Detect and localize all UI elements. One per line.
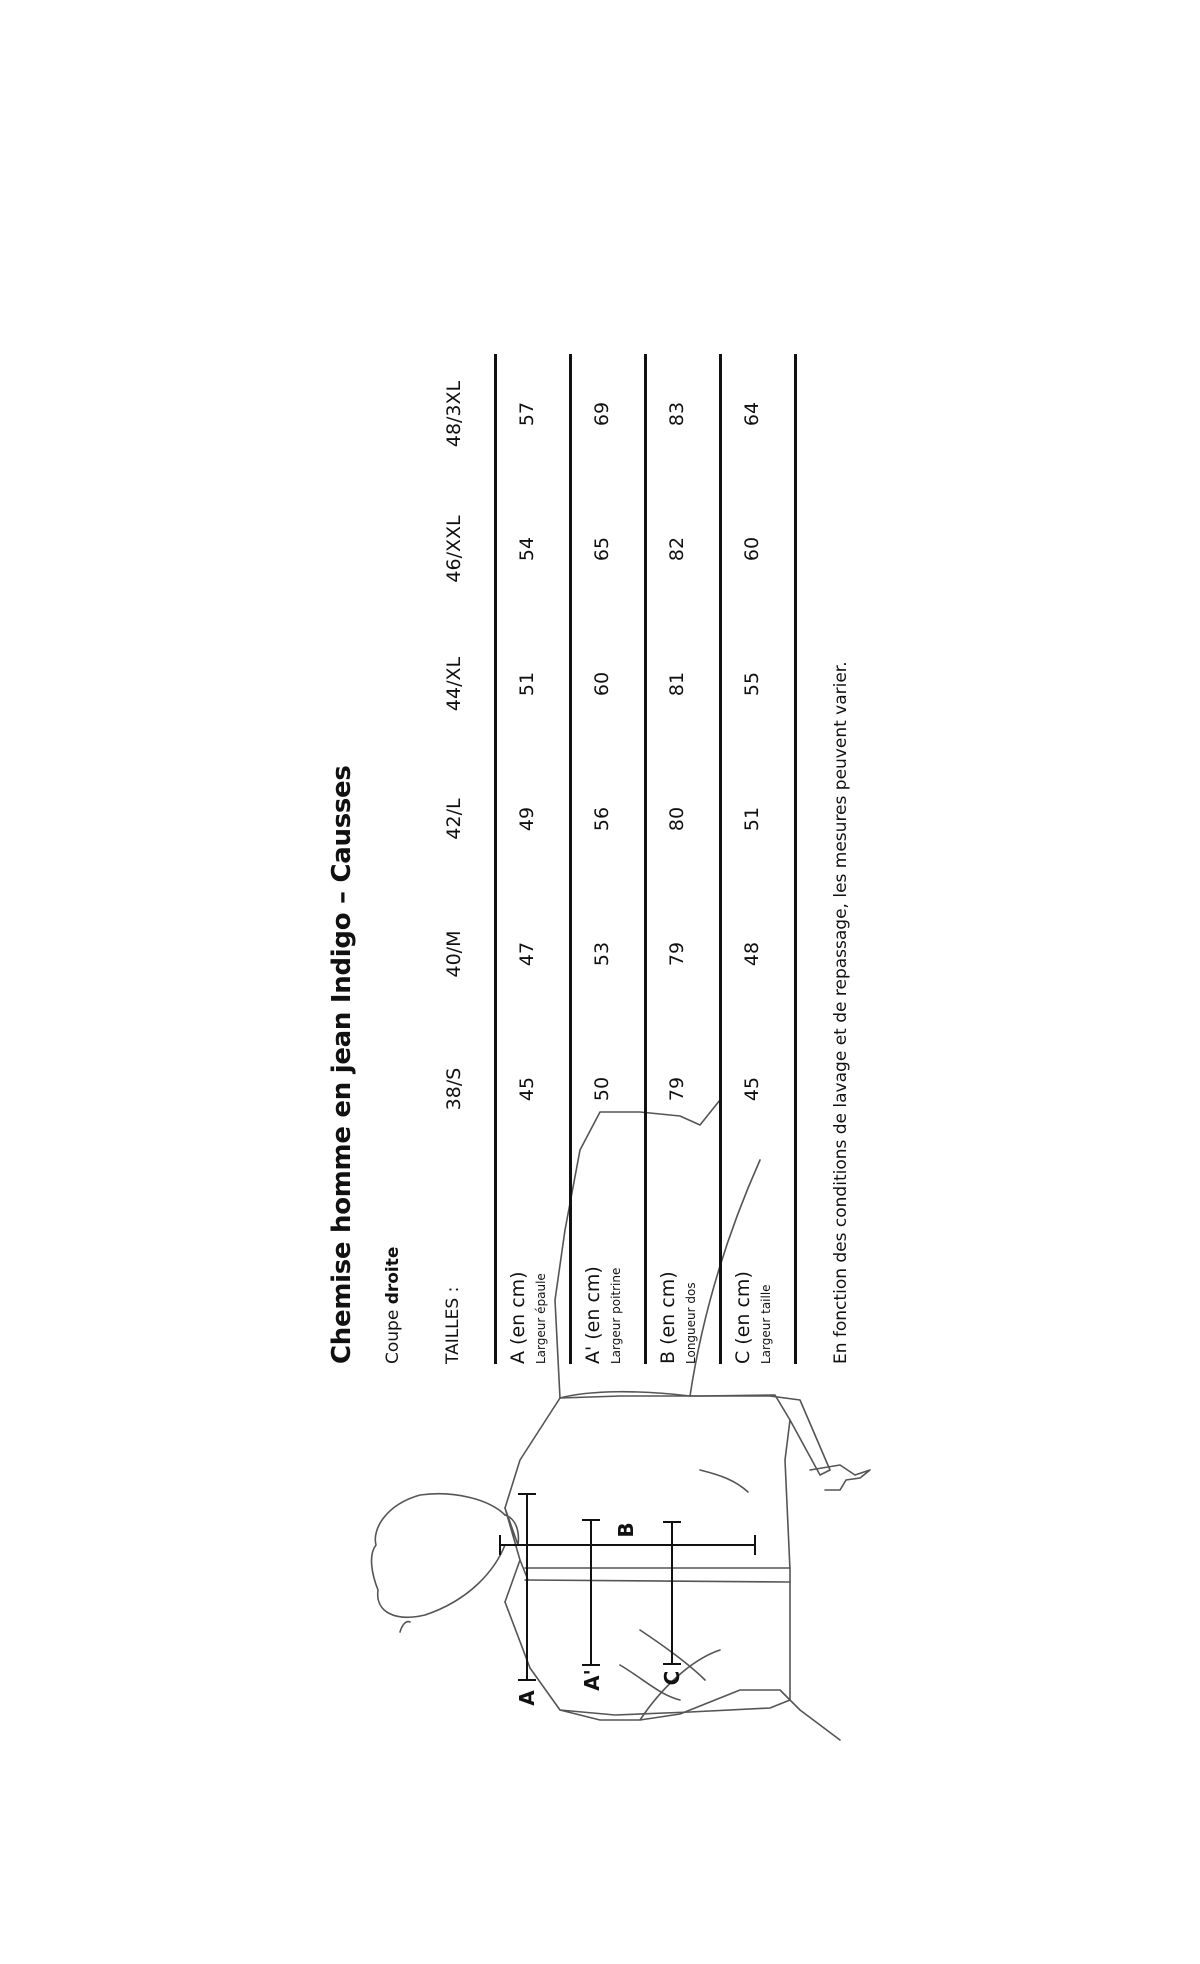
fit-subtitle xyxy=(383,1247,403,1364)
size-chart xyxy=(319,354,884,1364)
sizes-label: TAILLES : xyxy=(443,1286,463,1364)
table-cell: 57 xyxy=(516,401,538,427)
row-label: A' (en cm) xyxy=(582,1266,604,1364)
table-cell: 64 xyxy=(741,401,763,427)
table-cell: 45 xyxy=(741,1076,763,1102)
shirt-body-outline xyxy=(505,1395,790,1715)
care-footnote: En fonction des conditions de lavage et de repassage, les mesures peuvent varier. xyxy=(831,661,851,1364)
size-header: 40/M xyxy=(443,930,465,978)
table-cell: 49 xyxy=(516,806,538,832)
table-row xyxy=(719,354,792,1364)
table-cell: 79 xyxy=(666,941,688,967)
size-header: 42/L xyxy=(443,798,465,840)
row-sublabel: Largeur poitrine xyxy=(609,1267,623,1364)
marker-a-prime: A' xyxy=(580,1669,604,1691)
table-cell: 55 xyxy=(741,671,763,697)
table-cell: 80 xyxy=(666,806,688,832)
table-cell: 50 xyxy=(591,1076,613,1102)
table-cell: 79 xyxy=(666,1076,688,1102)
marker-b: B xyxy=(614,1522,638,1538)
head-outline xyxy=(372,1494,505,1618)
row-sublabel: Longueur dos xyxy=(684,1282,698,1364)
table-cell: 65 xyxy=(591,536,613,562)
row-sublabel: Largeur taille xyxy=(759,1284,773,1364)
fit-prefix: Coupe xyxy=(383,1304,403,1364)
marker-a: A xyxy=(515,1690,539,1706)
table-cell: 53 xyxy=(591,941,613,967)
table-cell: 51 xyxy=(516,671,538,697)
row-divider xyxy=(794,354,797,1364)
table-cell: 56 xyxy=(591,806,613,832)
fit-type: droite xyxy=(383,1246,403,1305)
table-row xyxy=(569,354,642,1364)
row-divider xyxy=(494,354,497,1364)
row-divider xyxy=(644,354,647,1364)
row-label: C (en cm) xyxy=(732,1271,754,1364)
row-divider xyxy=(569,354,572,1364)
size-header: 48/3XL xyxy=(443,380,465,448)
table-cell: 60 xyxy=(591,671,613,697)
table-cell: 51 xyxy=(741,806,763,832)
table-cell: 69 xyxy=(591,401,613,427)
row-sublabel: Largeur épaule xyxy=(534,1273,548,1364)
marker-c: C xyxy=(660,1670,684,1686)
size-header: 46/XXL xyxy=(443,515,465,583)
row-label: A (en cm) xyxy=(507,1271,529,1364)
page-title: Chemise homme en jean Indigo – Causses xyxy=(327,765,357,1364)
row-divider xyxy=(719,354,722,1364)
table-cell: 45 xyxy=(516,1076,538,1102)
row-label: B (en cm) xyxy=(657,1271,679,1364)
table-cell: 47 xyxy=(516,941,538,967)
sleeve-lower xyxy=(560,1690,840,1740)
size-header: 38/S xyxy=(443,1067,465,1111)
size-header: 44/XL xyxy=(443,656,465,712)
table-cell: 83 xyxy=(666,401,688,427)
table-cell: 81 xyxy=(666,671,688,697)
table-cell: 48 xyxy=(741,941,763,967)
hand-pointing xyxy=(810,1465,870,1490)
table-cell: 54 xyxy=(516,536,538,562)
table-row xyxy=(644,354,717,1364)
table-cell: 82 xyxy=(666,536,688,562)
table-cell: 60 xyxy=(741,536,763,562)
collar-outline xyxy=(505,1508,528,1602)
sleeve-upper xyxy=(560,1392,830,1475)
size-header-row xyxy=(443,354,473,1364)
table-end xyxy=(794,354,800,1364)
table-row xyxy=(494,354,567,1364)
